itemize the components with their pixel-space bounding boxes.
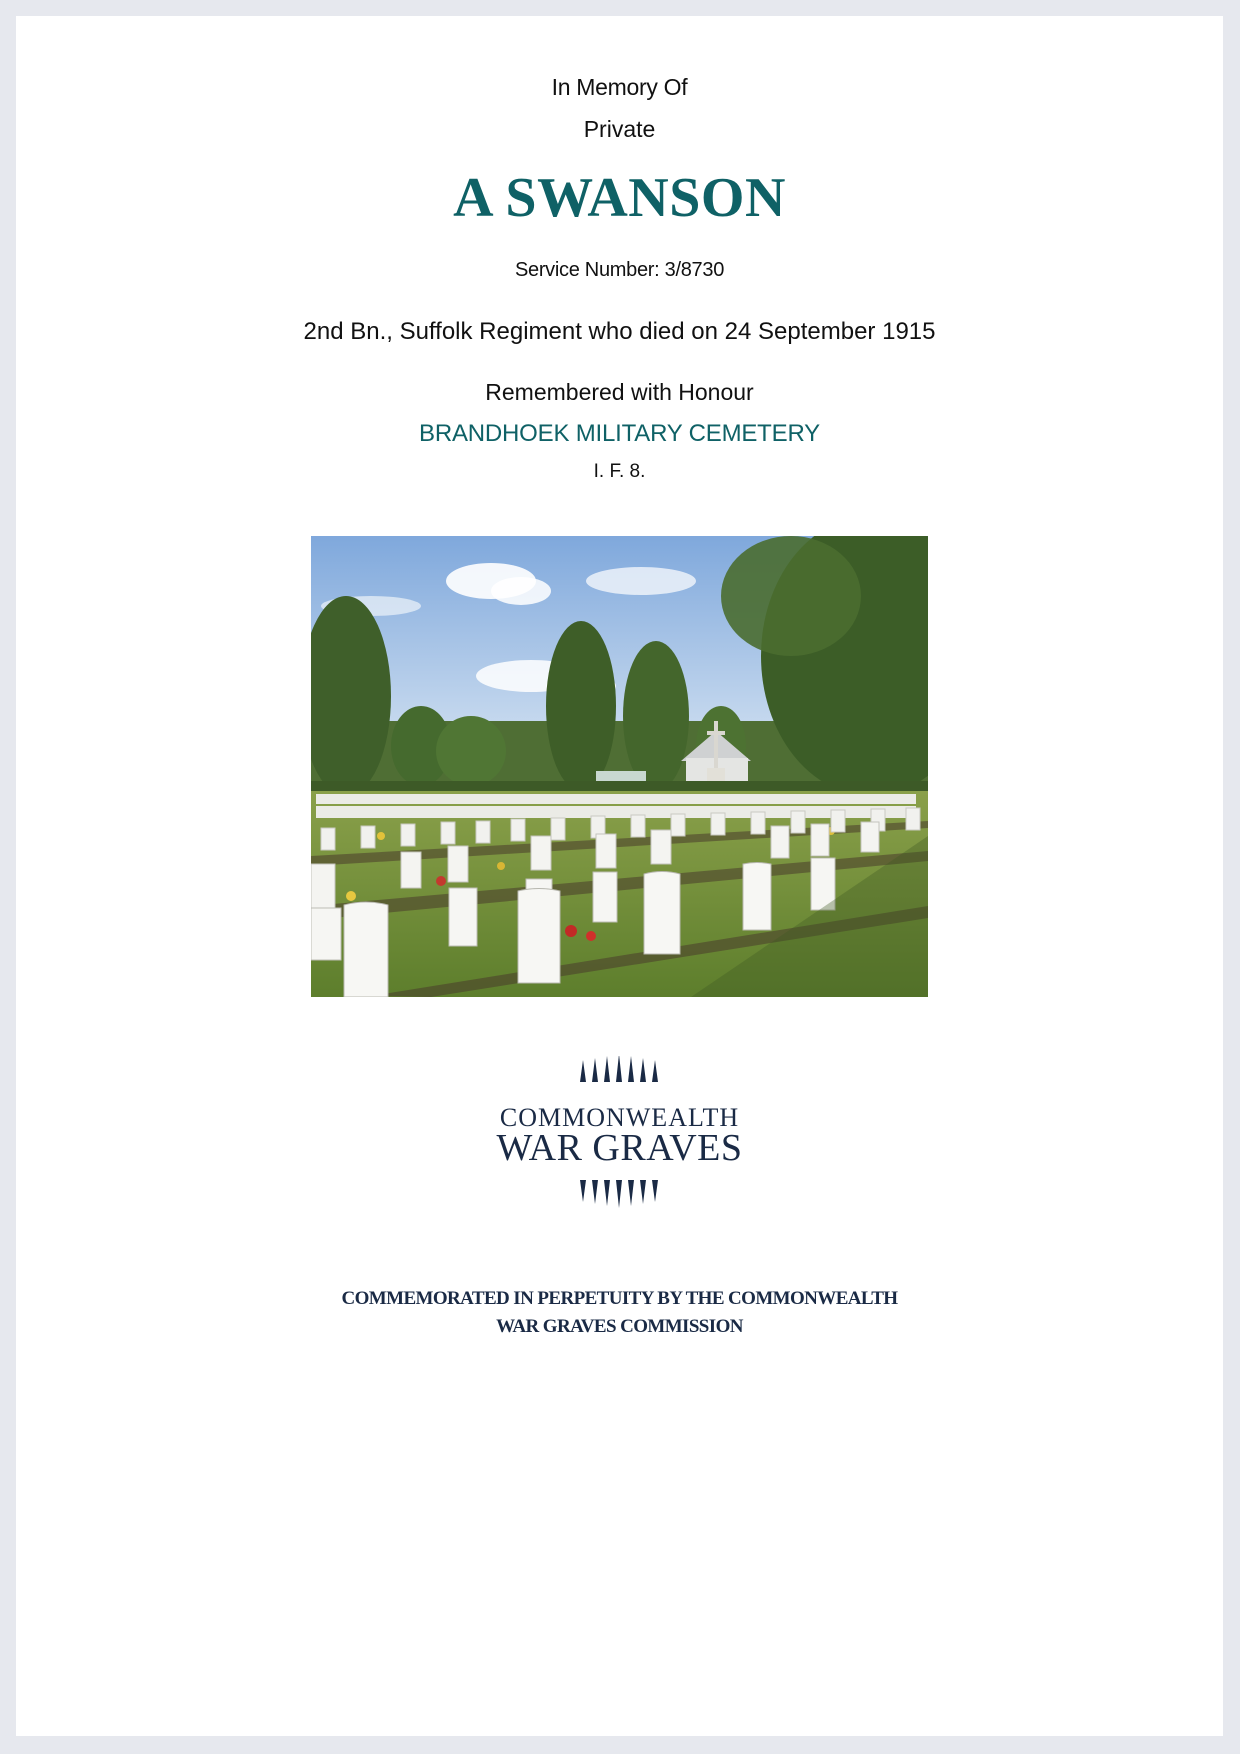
- footer-line-1: COMMEMORATED IN PERPETUITY BY THE COMMONWEALTH: [341, 1288, 898, 1309]
- cwgc-logo: [476, 1056, 763, 1221]
- rank-label: Private: [583, 116, 656, 142]
- casualty-name: A SWANSON: [453, 167, 786, 229]
- cemetery-photo: [311, 536, 928, 997]
- grave-reference: I. F. 8.: [593, 461, 646, 482]
- remembered-label: Remembered with Honour: [485, 379, 754, 405]
- logo-line-2: WAR GRAVES: [496, 1127, 743, 1169]
- footer-line-2: WAR GRAVES COMMISSION: [496, 1316, 743, 1337]
- logo-line-1: COMMONWEALTH: [499, 1103, 740, 1132]
- unit-and-date: 2nd Bn., Suffolk Regiment who died on 24 September 1915: [303, 318, 936, 345]
- cemetery-name: BRANDHOEK MILITARY CEMETERY: [419, 420, 820, 447]
- certificate-page: [16, 16, 1223, 1736]
- in-memory-of-label: In Memory Of: [551, 74, 688, 100]
- service-number: Service Number: 3/8730: [514, 259, 725, 281]
